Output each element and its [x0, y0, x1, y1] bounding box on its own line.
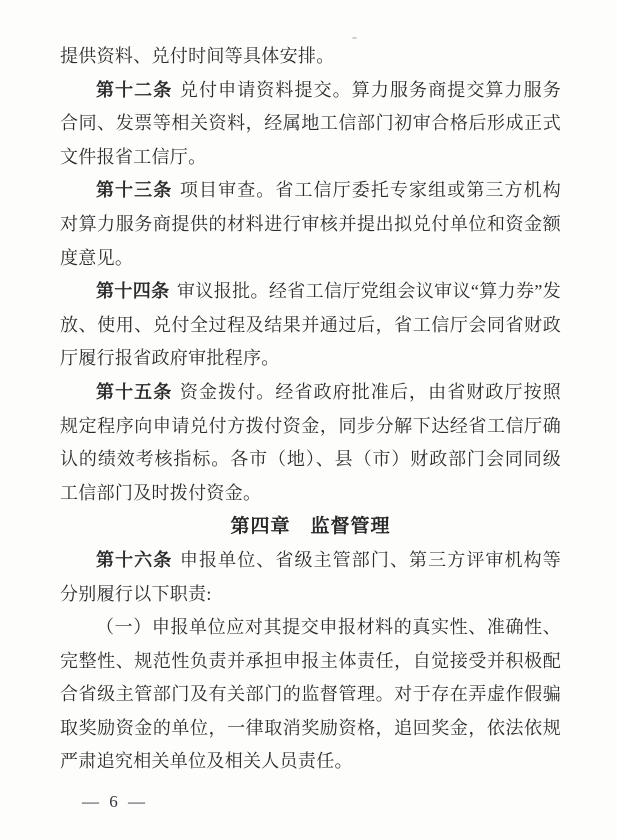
scan-smudge-artifact: [352, 37, 357, 39]
continuation-paragraph: 提供资料、兑付时间等具体安排。: [60, 46, 335, 66]
article-13-paragraph: [60, 174, 561, 275]
document-body: [60, 40, 561, 779]
article-14-paragraph: [60, 275, 561, 376]
page-number: — 6 —: [82, 792, 148, 811]
article-15-paragraph: [60, 376, 561, 510]
article-15-number: 第十五条: [96, 381, 173, 402]
article-16-text: 申报单位、省级主管部门、第三方评审机构等分别履行以下职责:: [60, 549, 561, 604]
item-1-paragraph: （一）申报单位应对其提交申报材料的真实性、准确性、完整性、规范性负责并承担申报主体责任，自觉接受并积极配合省级主管部门及有关部门的监督管理。对于存在弄虚作假骗取奖励资金的单位，一律取消奖励资格，追回奖金，依法依规严肃追究相关单位及相关人员责任。: [60, 617, 561, 772]
article-13-number: 第十三条: [96, 180, 173, 201]
article-15-text: 资金拨付。经省政府批准后，由省财政厅按照规定程序向申请兑付方拨付资金，同步分解下达经省工信厅确认的绩效考核指标。各市（地）、县（市）财政部门会同同级工信部门及时拨付资金。: [60, 381, 561, 503]
article-13-text: 项目审查。省工信厅委托专家组或第三方机构对算力服务商提供的材料进行审核并提出拟兑付单位和资金额度意见。: [60, 180, 561, 268]
article-14-number: 第十四条: [96, 281, 170, 302]
article-12-paragraph: [60, 74, 561, 175]
article-14-text: 审议报批。经省工信厅党组会议审议“算力券”发放、使用、兑付全过程及结果并通过后，省工信厅会同省财政厅履行报省政府审批程序。: [60, 281, 561, 369]
article-12-text: 兑付申请资料提交。算力服务商提交算力服务合同、发票等相关资料，经属地工信部门初审合格后形成正式文件报省工信厅。: [60, 79, 561, 167]
article-16-paragraph: [60, 544, 561, 611]
article-16-number: 第十六条: [96, 549, 173, 570]
article-12-number: 第十二条: [96, 79, 173, 100]
chapter-4-heading: 第四章 监督管理: [230, 516, 391, 538]
